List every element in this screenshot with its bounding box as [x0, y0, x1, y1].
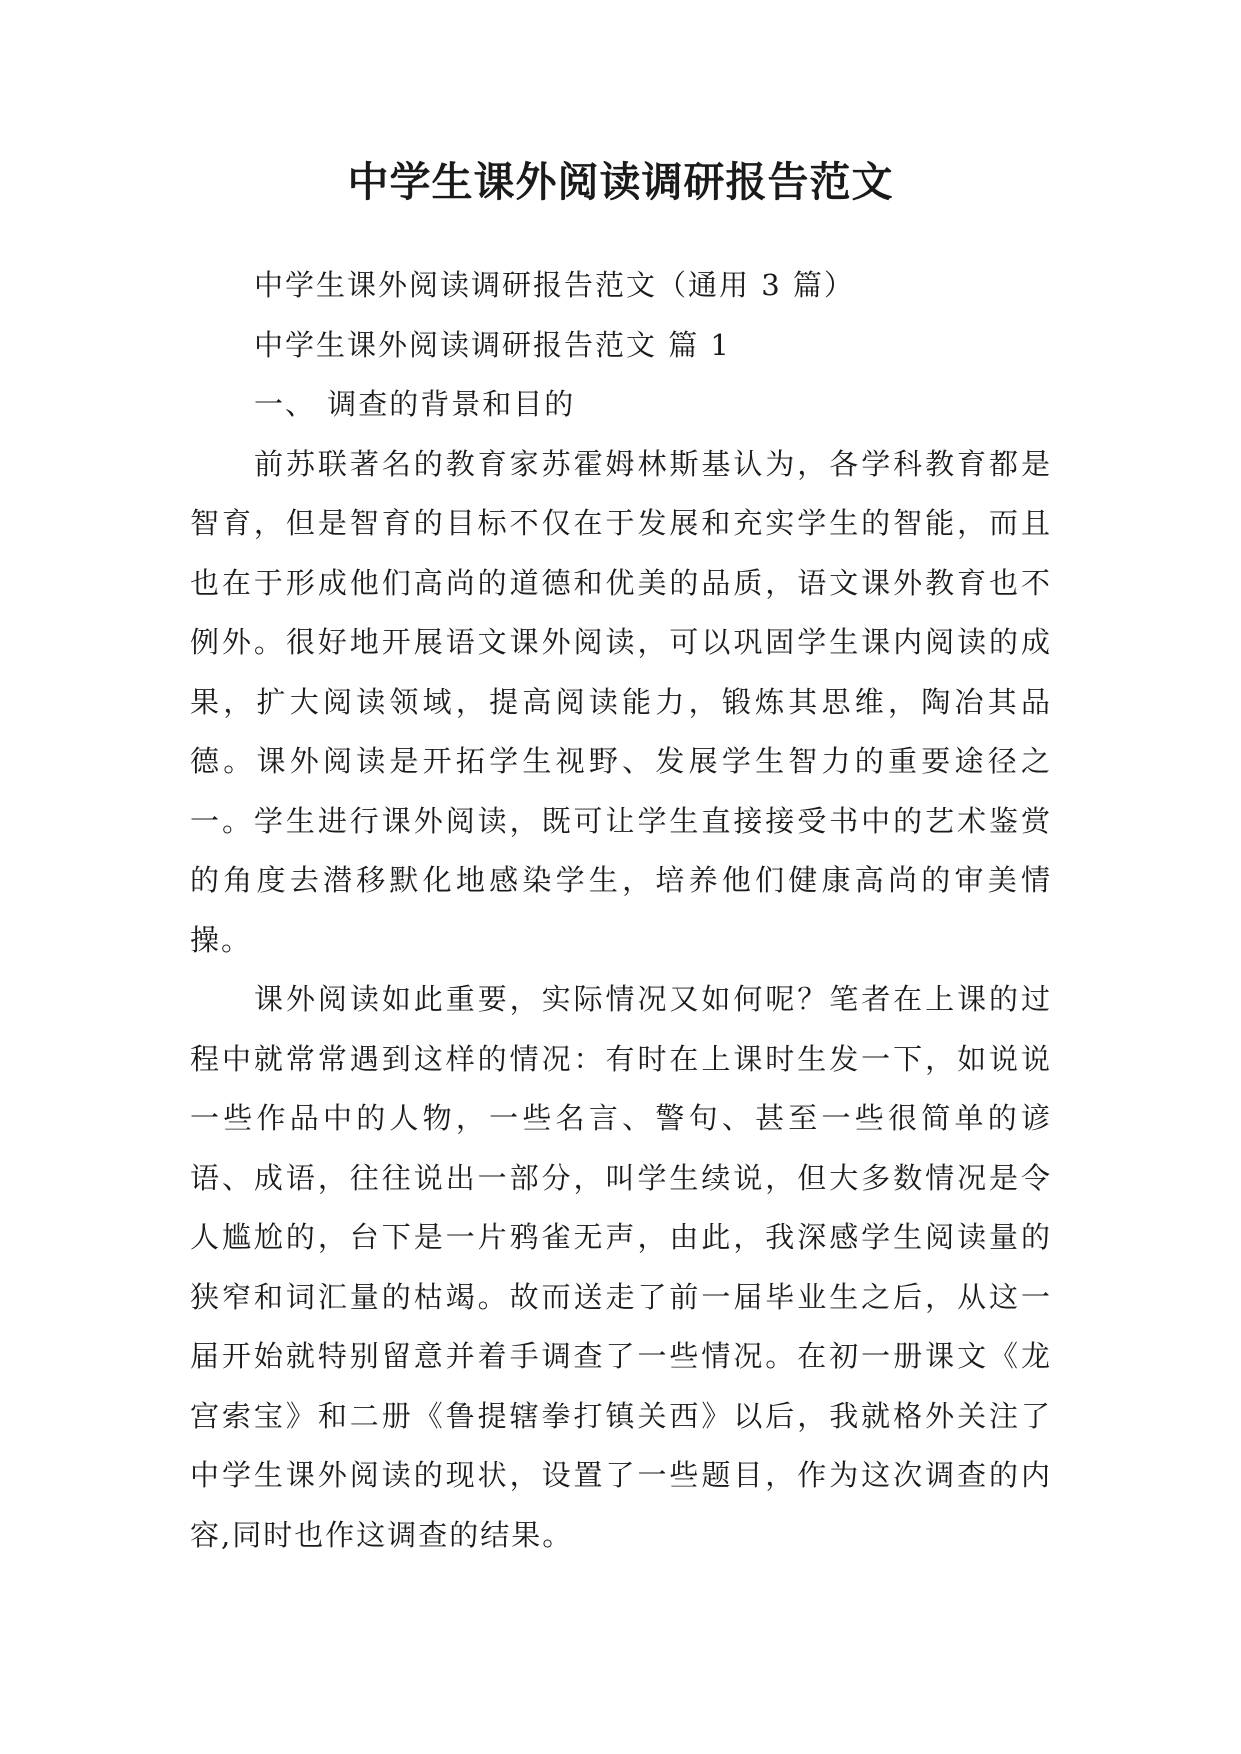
- subtitle-paragraph: 中学生课外阅读调研报告范文（通用 3 篇）: [254, 268, 855, 302]
- section-heading-paragraph: 中学生课外阅读调研报告范文 篇 1: [254, 327, 731, 362]
- document-title: 中学生课外阅读调研报告范文: [347, 158, 894, 206]
- subsection-heading-paragraph: 一、 调查的背景和目的: [254, 387, 576, 421]
- body-paragraph: 课外阅读如此重要，实际情况又如何呢？笔者在上课的过程中就常常遇到这样的情况：有时在上课时生发一下，如说说一些作品中的人物，一些名言、警句、甚至一些很简单的谚语、成语，往往说出一部分，叫学生续说，但大多数情况是令人尴尬的，台下是一片鸦雀无声，由此，我深感学生阅读量的狭窄和词汇量的枯竭。故而送走了前一届毕业生之后，从这一届开始就特别留意并着手调查了一些情况。在初一册课文《龙宫索宝》和二册《鲁提辖拳打镇关西》以后，我就格外关注了中学生课外阅读的现状，设置了一些题目，作为这次调查的内容,同时也作这调查的结果。: [190, 982, 1052, 1552]
- document-body: [190, 256, 1052, 1565]
- body-paragraph: 前苏联著名的教育家苏霍姆林斯基认为，各学科教育都是智育，但是智育的目标不仅在于发展和充实学生的智能，而且也在于形成他们高尚的道德和优美的品质，语文课外教育也不例外。很好地开展语文课外阅读，可以巩固学生课内阅读的成果，扩大阅读领域，提高阅读能力，锻炼其思维，陶冶其品德。课外阅读是开拓学生视野、发展学生智力的重要途径之一。学生进行课外阅读，既可让学生直接接受书中的艺术鉴赏的角度去潜移默化地感染学生，培养他们健康高尚的审美情操。: [190, 446, 1052, 957]
